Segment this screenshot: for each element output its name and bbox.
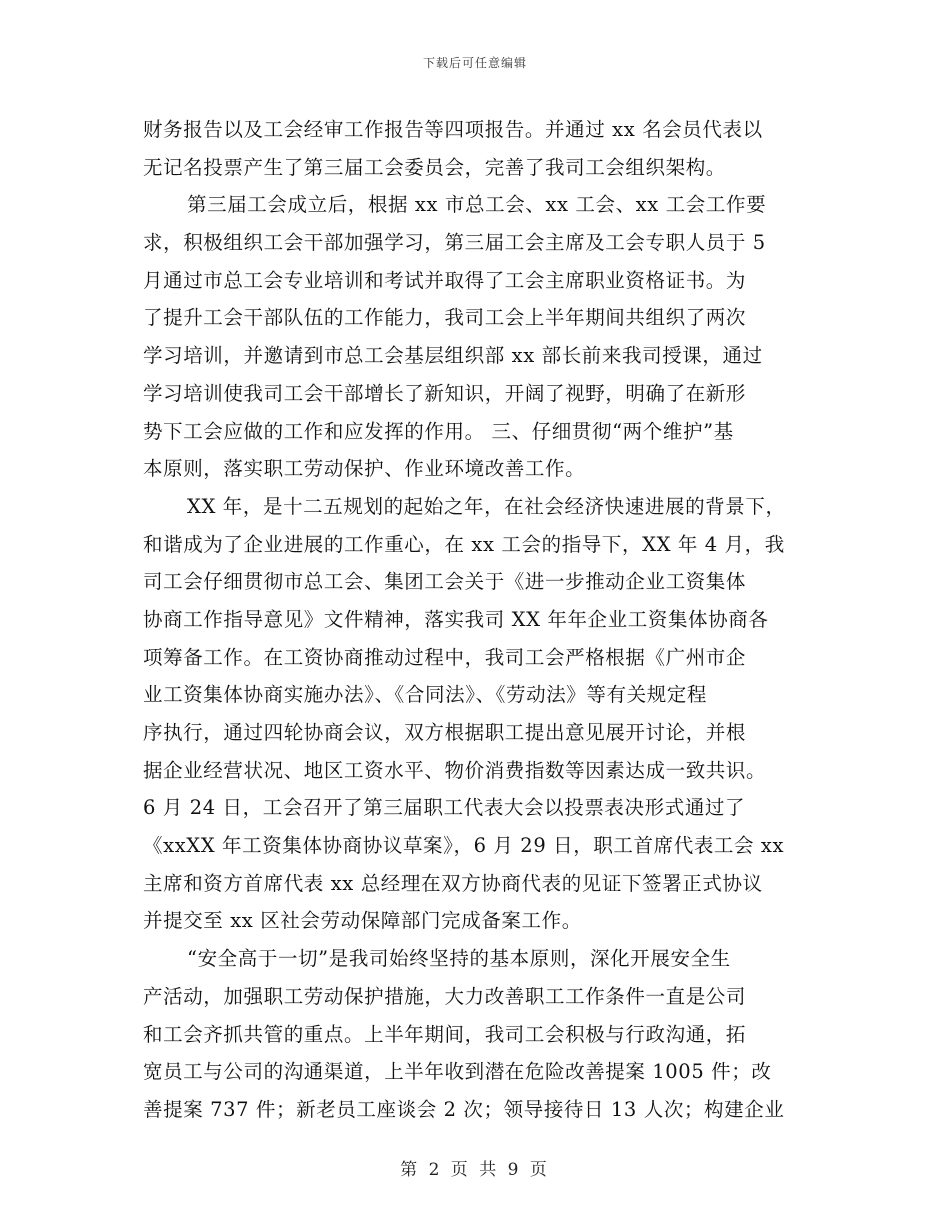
text-line: 月通过市总工会专业培训和考试并取得了工会主席职业资格证书。为	[143, 268, 747, 292]
text-line: 第三届工会成立后，根据 xx 市总工会、xx 工会、xx 工会工作要	[187, 193, 767, 217]
text-line: 财务报告以及工会经审工作报告等四项报告。并通过 xx 名会员代表以	[143, 118, 763, 141]
text-line: 和工会齐抓共管的重点。上半年期间，我司工会积极与行政沟通，拓	[143, 1022, 747, 1046]
text-line: 了提升工会干部队伍的工作能力，我司工会上半年期间共组织了两次	[143, 306, 747, 330]
text-line: 学习培训，并邀请到市总工会基层组织部 xx 部长前来我司授课，通过	[143, 344, 763, 368]
text-line: 产活动，加强职工劳动保护措施，大力改善职工工作条件一直是公司	[143, 984, 747, 1008]
text-line: 学习培训使我司工会干部增长了新知识，开阔了视野，明确了在新形	[143, 381, 747, 405]
text-line: 司工会仔细贯彻市总工会、集团工会关于《进一步推动企业工资集体	[143, 570, 747, 594]
text-line: 求，积极组织工会干部加强学习，第三届工会主席及工会专职人员于 5	[143, 231, 766, 255]
text-line: 6 月 24 日，工会召开了第三届职工代表大会以投票表决形式通过了	[143, 796, 746, 820]
text-line: 序执行，通过四轮协商会议，双方根据职工提出意见展开讨论，并根	[143, 721, 747, 744]
text-line: 协商工作指导意见》文件精神，落实我司 XX 年年企业工资集体协商各	[143, 607, 769, 631]
text-line: 善提案 737 件；新老员工座谈会 2 次；领导接待日 13 人次；构建企业	[143, 1097, 785, 1121]
text-line: 无记名投票产生了第三届工会委员会，完善了我司工会组织架构。	[143, 155, 726, 179]
text-line: 据企业经营状况、地区工资水平、物价消费指数等因素达成一致共识。	[143, 758, 767, 782]
text-line: 《xxXX 年工资集体协商协议草案》，6 月 29 日，职工首席代表工会 xx	[143, 834, 785, 858]
text-line: 和谐成为了企业进展的工作重心，在 xx 工会的指导下，XX 年 4 月，我	[143, 532, 785, 556]
text-line: 本原则，落实职工劳动保护、作业环境改善工作。	[143, 457, 586, 481]
text-line: 并提交至 xx 区社会劳动保障部门完成备案工作。	[143, 909, 582, 933]
text-line: 宽员工与公司的沟通渠道，上半年收到潜在危险改善提案 1005 件；改	[143, 1060, 772, 1084]
text-line: “安全高于一切”是我司始终坚持的基本原则，深化开展安全生	[187, 947, 731, 971]
document-body	[143, 111, 808, 1129]
text-line: XX 年，是十二五规划的起始之年，在社会经济快速进展的背景下，	[187, 494, 786, 518]
text-line: 势下工会应做的工作和应发挥的作用。 三、仔细贯彻“两个维护”基	[143, 419, 734, 443]
page-number: 第 2 页 共 9 页	[400, 1160, 550, 1180]
text-line: 主席和资方首席代表 xx 总经理在双方协商代表的见证下签署正式协议	[143, 871, 763, 895]
page-header-note: 下载后可任意编辑	[422, 56, 527, 70]
text-line: 业工资集体协商实施办法》、《合同法》、《劳动法》等有关规定程	[143, 683, 708, 707]
text-line: 项筹备工作。在工资协商推动过程中，我司工会严格根据《广州市企	[143, 645, 747, 669]
